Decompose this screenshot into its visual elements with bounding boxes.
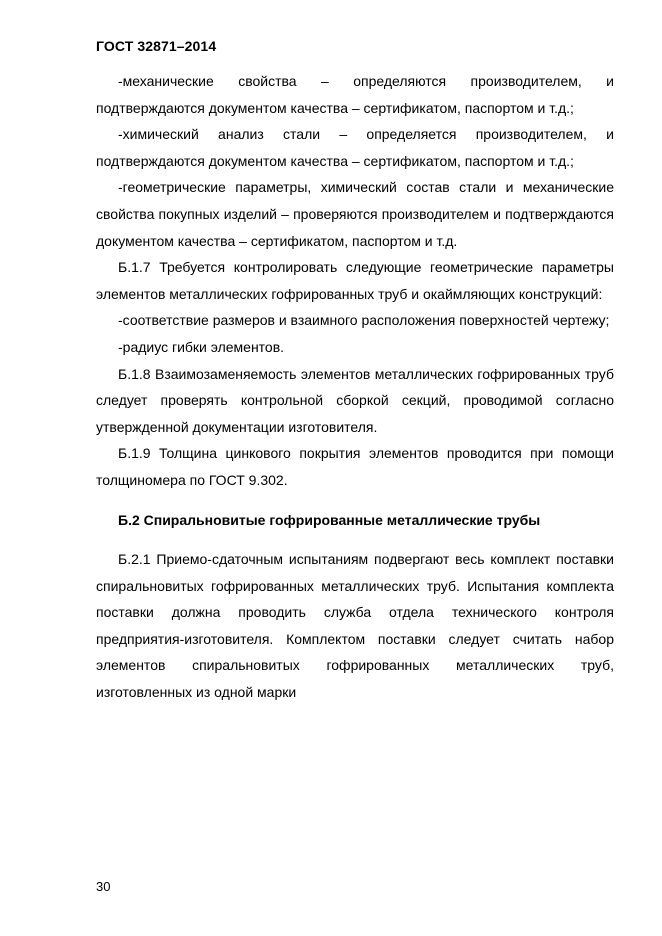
paragraph-geometric-parameters: -геометрические параметры, химический состав стали и механические свойства покупных изделий – проверяются производителем и подтверждаются документом качества – сертификатом, паспортом и т.д.: [96, 179, 614, 249]
paragraph-b-1-9: Б.1.9 Толщина цинкового покрытия элементов проводится при помощи толщиномера по ГОСТ 9.302.: [96, 445, 614, 488]
section-heading-b-2: Б.2 Спиральновитые гофрированные металлические трубы: [118, 511, 541, 528]
paragraph-b-2-1: Б.2.1 Приемо-сдаточным испытаниям подвергают весь комплект поставки спиральновитых гофрированных металлических труб. Испытания комплекта поставки должна проводить служба отдела технического контроля предприятия-изготовителя. Комплектом поставки следует считать набор элементов спиральновитых гофрированных металлических труб, изготовленных из одной марки: [96, 551, 614, 701]
page-number: 30: [96, 879, 111, 894]
paragraph-b-1-8: Б.1.8 Взаимозаменяемость элементов металлических гофрированных труб следует проверять контрольной сборкой секций, проводимой согласно утвержденной документации изготовителя.: [96, 365, 614, 435]
paragraph-bend-radius: -радиус гибки элементов.: [118, 338, 285, 355]
document-body: [96, 68, 614, 706]
paragraph-dimensions-conformity: -соответствие размеров и взаимного расположения поверхностей чертежу;: [118, 312, 610, 329]
paragraph-chemical-analysis: -химический анализ стали – определяется производителем, и подтверждаются документом качества – сертификатом, паспортом и т.д.;: [96, 126, 614, 169]
paragraph-mechanical-properties: -механические свойства – определяются производителем, и подтверждаются документом качества – сертификатом, паспортом и т.д.;: [96, 73, 614, 116]
paragraph-b-1-7: Б.1.7 Требуется контролировать следующие геометрические параметры элементов металлических гофрированных труб и окаймляющих конструкций:: [96, 259, 614, 302]
standard-header: ГОСТ 32871–2014: [96, 38, 217, 54]
